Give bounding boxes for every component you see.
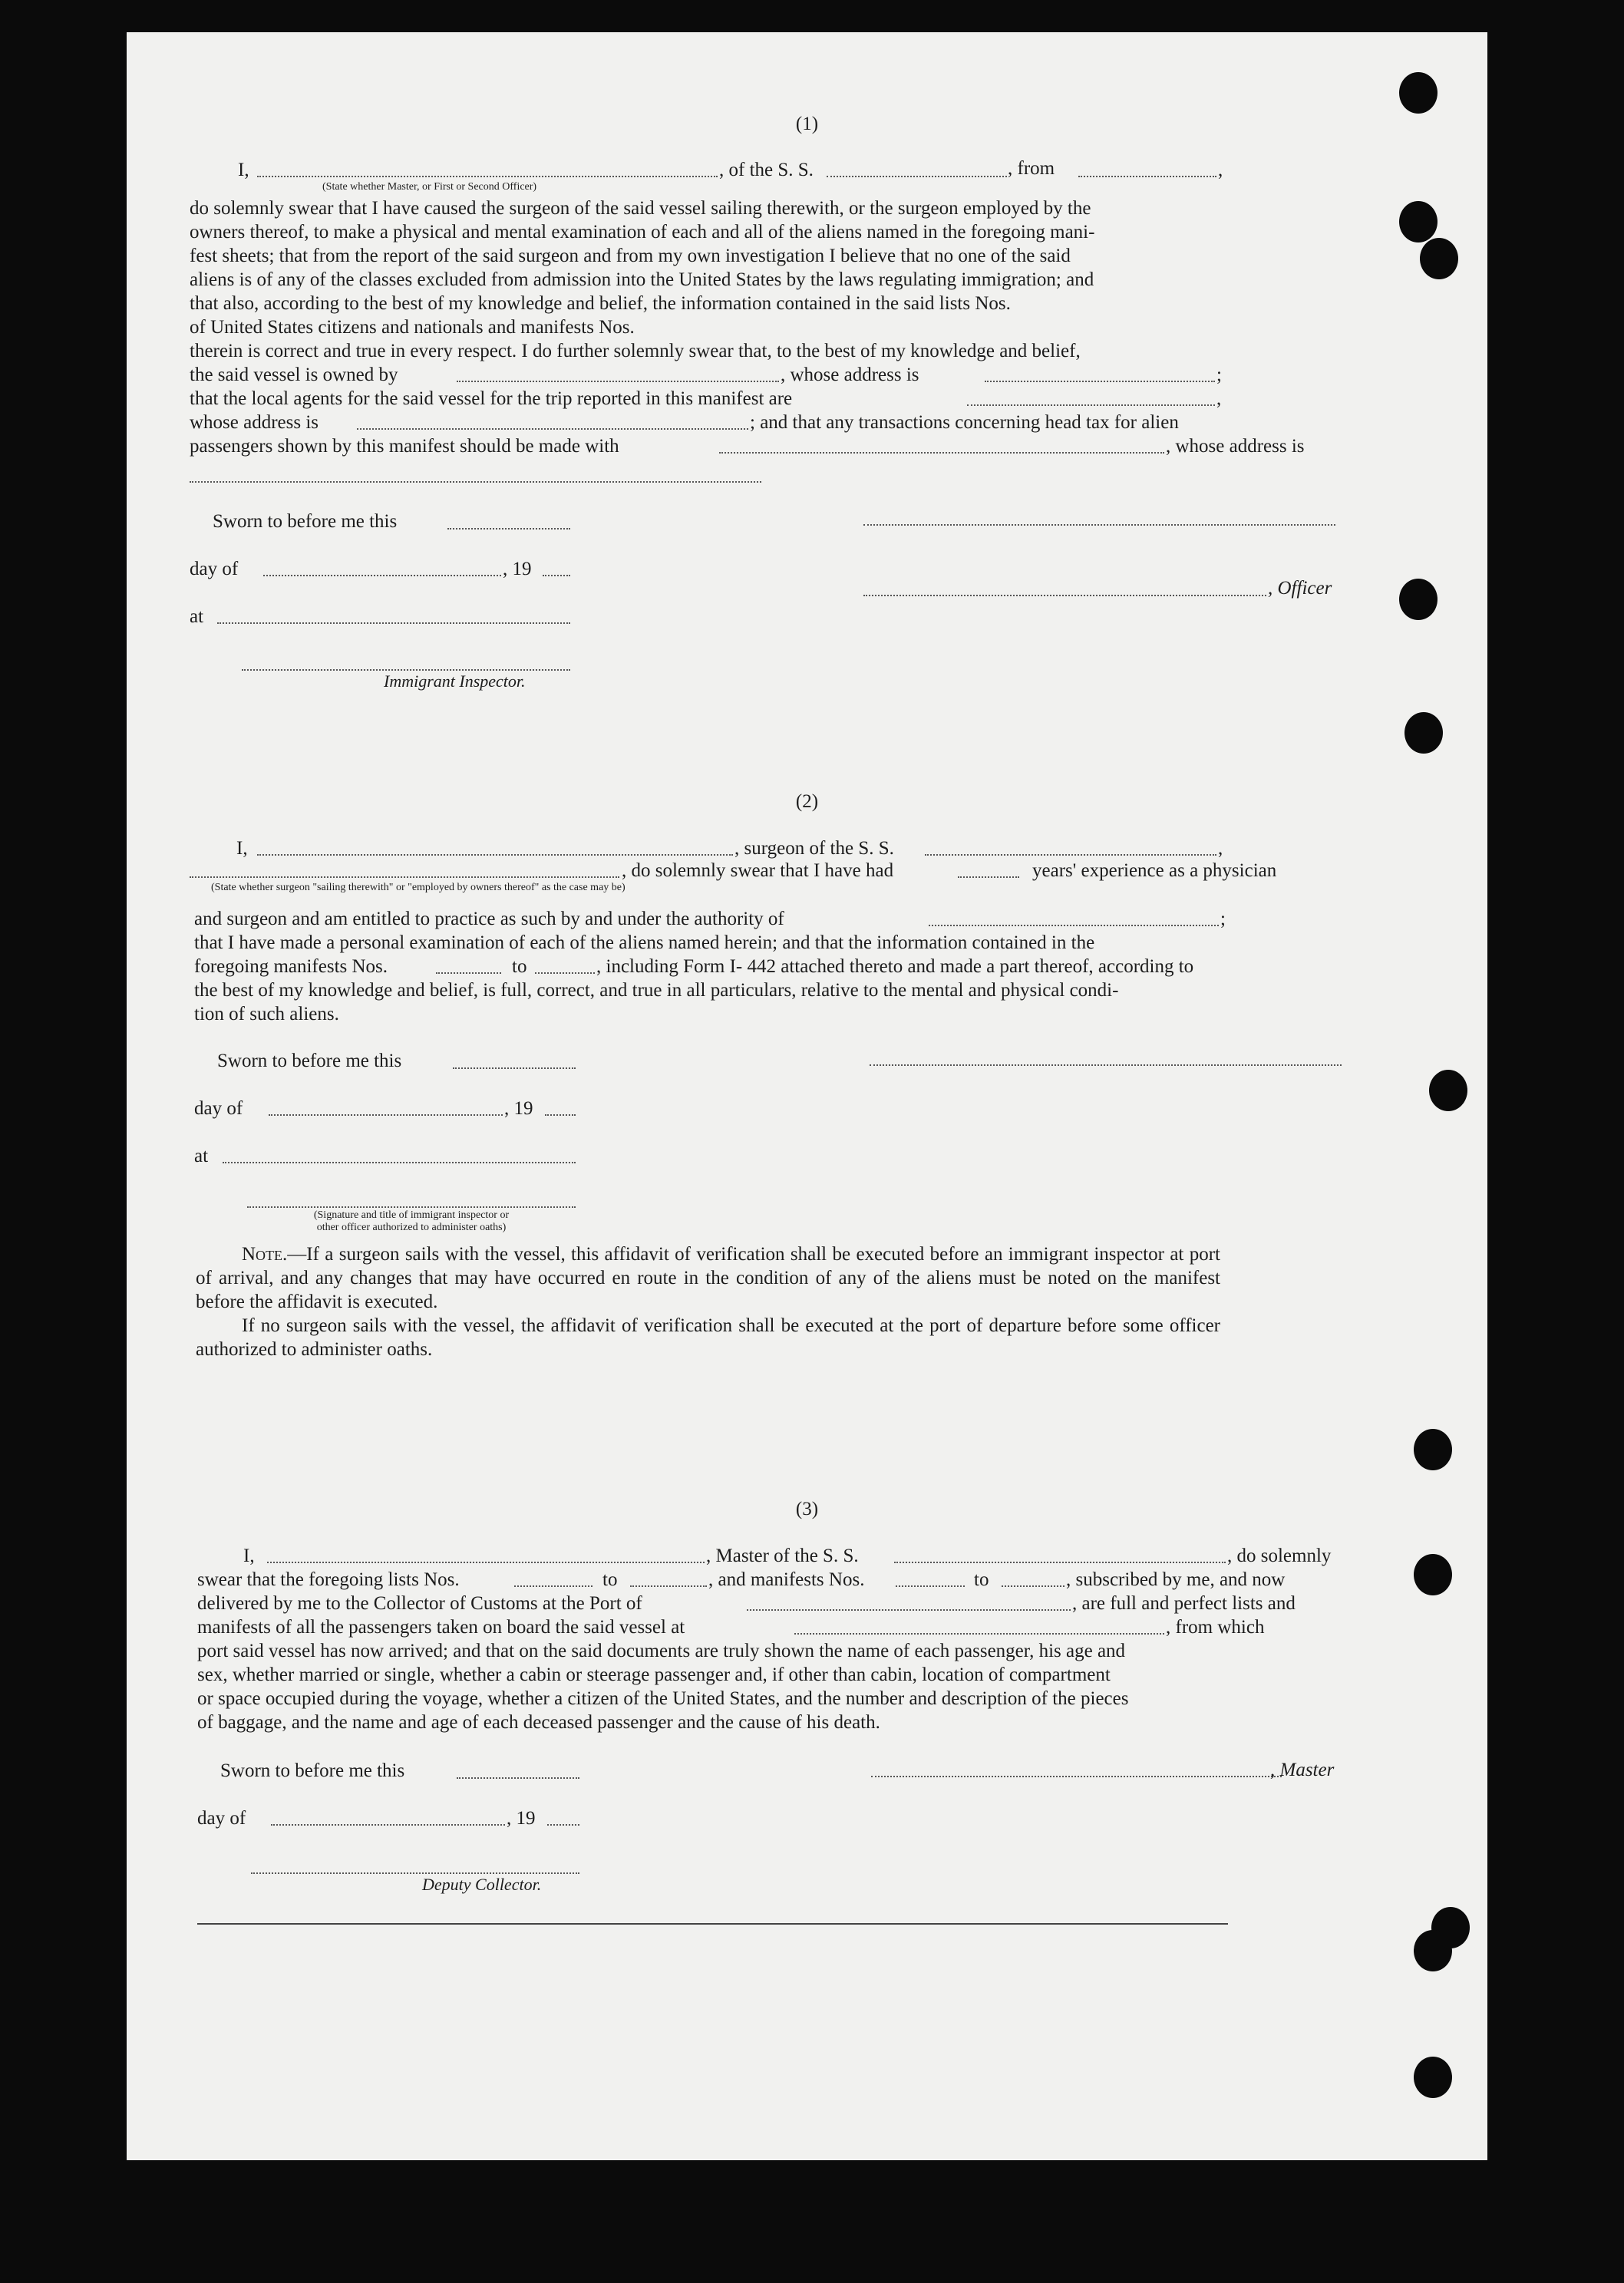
day-of-field[interactable] xyxy=(271,1824,505,1826)
text: I, xyxy=(243,1546,255,1566)
master-signature-line[interactable] xyxy=(871,1776,1282,1777)
signature-caption: Deputy Collector. xyxy=(422,1875,542,1894)
manifests-from-field[interactable] xyxy=(896,1585,965,1587)
text: to xyxy=(602,1569,618,1590)
text: day of xyxy=(197,1808,246,1829)
section-number: (1) xyxy=(795,114,819,134)
text: of United States citizens and nationals and manifests Nos. xyxy=(190,317,635,338)
body-line: do solemnly swear that I have caused the surgeon of the said vessel sailing therewith, or the surgeon employed by the xyxy=(190,198,1091,219)
master-name-field[interactable] xyxy=(267,1562,705,1563)
field-hint: other officer authorized to administer oaths) xyxy=(316,1222,507,1233)
text: , subscribed by me, and now xyxy=(1066,1569,1286,1590)
text: , 19 xyxy=(507,1808,536,1829)
text: and surgeon and am entitled to practice as such by and under the authority of xyxy=(194,909,784,929)
text: , do solemnly xyxy=(1227,1546,1332,1566)
collector-signature-line[interactable] xyxy=(251,1872,579,1874)
text: day of xyxy=(194,1098,243,1119)
text: , from which xyxy=(1166,1617,1265,1638)
embarkation-port-field[interactable] xyxy=(794,1633,1164,1635)
punch-hole xyxy=(1414,1930,1452,1971)
punch-hole xyxy=(1420,238,1458,279)
signature-title: , Master xyxy=(1270,1760,1335,1780)
section-number: (2) xyxy=(795,791,819,812)
affidavit-section-3 xyxy=(127,32,1487,2160)
text: , 19 xyxy=(503,559,532,579)
field-hint: (Signature and title of immigrant inspector or xyxy=(313,1209,510,1221)
signature-title: , Officer xyxy=(1268,578,1332,599)
text: at xyxy=(194,1146,209,1166)
divider xyxy=(197,1923,1228,1925)
text: the best of my knowledge and belief, is full, correct, and true in all particulars, relative to the mental and physical condi- xyxy=(194,980,1119,1001)
section-number: (3) xyxy=(795,1499,819,1519)
body-line: sex, whether married or single, whether a cabin or steerage passenger and, if other than cabin, location of compartment xyxy=(197,1664,1111,1685)
text: whose address is xyxy=(190,412,319,433)
text: that I have made a personal examination of each of the aliens named herein; and that the information contained in the xyxy=(194,932,1095,953)
field-hint: (State whether surgeon "sailing therewith" or "employed by owners thereof" as the case may be) xyxy=(211,882,626,893)
body-line: fest sheets; that from the report of the said surgeon and from my own investigation I believe that no one of the said xyxy=(190,246,1071,266)
port-field[interactable] xyxy=(747,1609,1071,1611)
text: Sworn to before me this xyxy=(220,1760,405,1781)
text: foregoing manifests Nos. xyxy=(194,956,388,977)
note-text-2: If no surgeon sails with the vessel, the affidavit of verification shall be executed at the port of departure before some officer authorized to administer oaths. xyxy=(196,1315,1220,1360)
body-line: owners thereof, to make a physical and mental examination of each and all of the aliens named in the foregoing mani- xyxy=(190,222,1095,242)
text: , including Form I- 442 attached thereto and made a part thereof, according to xyxy=(596,956,1194,977)
text: ; xyxy=(1216,365,1222,385)
document-page xyxy=(127,32,1487,2160)
text: Sworn to before me this xyxy=(217,1051,402,1071)
field-hint: (State whether Master, or First or Second Officer) xyxy=(322,181,537,193)
sworn-date-field[interactable] xyxy=(457,1777,579,1779)
text: tion of such aliens. xyxy=(194,1004,339,1024)
text: , surgeon of the S. S. xyxy=(734,838,894,859)
body-line: or space occupied during the voyage, whether a citizen of the United States, and the number and description of the pieces xyxy=(197,1688,1129,1709)
text: , xyxy=(1218,160,1223,180)
text: , whose address is xyxy=(781,365,919,385)
text: , are full and perfect lists and xyxy=(1072,1593,1296,1614)
year-field[interactable] xyxy=(547,1824,579,1826)
punch-hole xyxy=(1399,579,1438,620)
text: ; and that any transactions concerning head tax for alien xyxy=(750,412,1179,433)
punch-hole xyxy=(1414,1554,1452,1595)
text: manifests of all the passengers taken on board the said vessel at xyxy=(197,1617,685,1638)
text: to xyxy=(974,1569,989,1590)
text: , xyxy=(1216,388,1222,409)
lists-from-field[interactable] xyxy=(514,1585,592,1587)
punch-hole xyxy=(1404,712,1443,754)
text: years' experience as a physician xyxy=(1032,860,1277,881)
text: , Master of the S. S. xyxy=(706,1546,859,1566)
text: , 19 xyxy=(504,1098,533,1119)
text: that the local agents for the said vessel for the trip reported in this manifest are xyxy=(190,388,793,409)
punch-hole xyxy=(1414,1429,1452,1470)
text: swear that the foregoing lists Nos. xyxy=(197,1569,460,1590)
body-line: of baggage, and the name and age of each deceased passenger and the cause of his death. xyxy=(197,1712,880,1733)
punch-hole xyxy=(1399,201,1438,242)
text: the said vessel is owned by xyxy=(190,365,398,385)
text: , and manifests Nos. xyxy=(708,1569,865,1590)
text: I, xyxy=(238,160,249,180)
text: ; xyxy=(1220,909,1226,929)
text: Sworn to before me this xyxy=(213,511,398,532)
text: , do solemnly swear that I have had xyxy=(622,860,894,881)
text: passengers shown by this manifest should be made with xyxy=(190,436,619,457)
punch-hole xyxy=(1399,72,1438,114)
note-label: Note. xyxy=(242,1244,288,1265)
body-text xyxy=(197,1639,1228,1734)
text: I, xyxy=(236,838,248,859)
text: , from xyxy=(1008,158,1055,179)
text: , xyxy=(1218,838,1223,859)
vessel-name-field[interactable] xyxy=(894,1562,1226,1563)
text: that also, according to the best of my knowledge and belief, the information contained in the said lists Nos. xyxy=(190,293,1011,314)
text: to xyxy=(512,956,527,977)
punch-hole xyxy=(1414,2057,1452,2098)
punch-hole xyxy=(1429,1070,1467,1111)
text: therein is correct and true in every respect. I do further solemnly swear that, to the best of my knowledge and belief, xyxy=(190,341,1081,361)
text: delivered by me to the Collector of Customs at the Port of xyxy=(197,1593,642,1614)
text: , of the S. S. xyxy=(719,160,814,180)
note-text: —If a surgeon sails with the vessel, this affidavit of verification shall be executed before an immigrant inspector at port of arrival, and any changes that may have occurred en route in the condition of any of the aliens must be noted on the manifest before the affidavit is executed. xyxy=(196,1244,1220,1312)
text: , whose address is xyxy=(1166,436,1305,457)
body-line: port said vessel has now arrived; and that on the said documents are truly shown the name of each passenger, his age and xyxy=(197,1641,1126,1661)
signature-caption: Immigrant Inspector. xyxy=(384,671,526,691)
text: day of xyxy=(190,559,239,579)
text: at xyxy=(190,606,204,627)
body-line: aliens is of any of the classes excluded from admission into the United States by the laws regulating immigration; and xyxy=(190,269,1094,290)
manifests-to-field[interactable] xyxy=(1002,1585,1065,1587)
lists-to-field[interactable] xyxy=(630,1585,707,1587)
